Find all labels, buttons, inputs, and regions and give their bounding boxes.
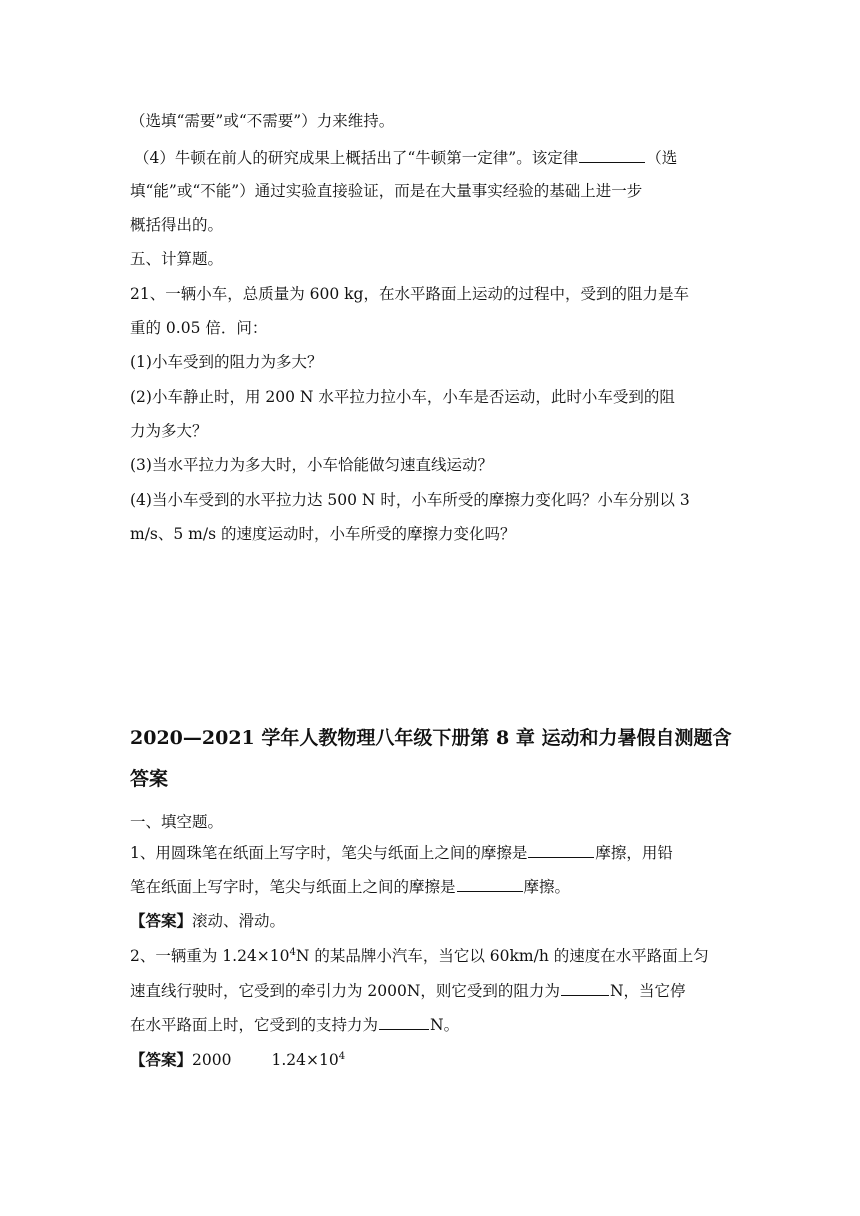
- question-2-line-3: 在水平路面上时，它受到的支持力为 N。: [130, 1016, 460, 1034]
- answer-blank: [561, 980, 609, 996]
- question-1-line-1: 1、用圆珠笔在纸面上写字时，笔尖与纸面上之间的摩擦是 摩擦，用铅: [130, 844, 673, 862]
- question-4-line-3: 概括得出的。: [130, 216, 224, 234]
- question-21-sub-2-line-1: (2)小车静止时，用 200 N 水平拉力拉小车，小车是否运动，此时小车受到的阻: [130, 388, 675, 406]
- answer-blank: [579, 147, 645, 163]
- section-heading-calculation: 五、计算题。: [130, 250, 224, 268]
- text-line: （选填“需要”或“不需要”）力来维持。: [130, 112, 395, 130]
- question-2-line-2: 速直线行驶时，它受到的牵引力为 2000N，则它受到的阻力为 N，当它停: [130, 982, 686, 1000]
- question-21-sub-3: (3)当水平拉力为多大时，小车恰能做匀速直线运动？: [130, 456, 493, 474]
- document-title-line-1: 2020—2021 学年人教物理八年级下册第 8 章 运动和力暑假自测题含: [130, 727, 732, 749]
- question-1-line-2: 笔在纸面上写字时，笔尖与纸面上之间的摩擦是 摩擦。: [130, 878, 571, 896]
- question-21-line-1: 21、一辆小车，总质量为 600 kg，在水平路面上运动的过程中，受到的阻力是车: [130, 285, 689, 303]
- question-21-sub-4-line-1: (4)当小车受到的水平拉力达 500 N 时，小车所受的摩擦力变化吗？小车分别以 3: [130, 491, 690, 509]
- answer-blank: [379, 1014, 429, 1030]
- question-4-line-1: （4）牛顿在前人的研究成果上概括出了“牛顿第一定律”。该定律 （选: [134, 149, 678, 167]
- question-2-line-1: 2、一辆重为 $1.24\times 10^4N$ 的某品牌小汽车，当它以 60km/h 的速度在水平路面上匀: [130, 947, 709, 965]
- answer-blank: [457, 876, 523, 892]
- question-21-line-2: 重的 0.05 倍．问：: [130, 319, 268, 337]
- answer-blank: [528, 842, 594, 858]
- question-4-line-2: 填“能”或“不能”）通过实验直接验证，而是在大量事实经验的基础上进一步: [130, 182, 643, 200]
- question-1-answer: 【答案】滚动、滑动。: [130, 911, 286, 930]
- section-heading-fill-blank: 一、填空题。: [130, 813, 224, 831]
- document-title-line-2: 答案: [130, 768, 169, 790]
- question-21-sub-1: (1)小车受到的阻力为多大？: [130, 353, 323, 371]
- question-21-sub-2-line-2: 力为多大？: [130, 422, 208, 440]
- question-21-sub-4-line-2: m/s、5 m/s 的速度运动时，小车所受的摩擦力变化吗？: [130, 525, 516, 543]
- question-2-answer: 【答案】2000 $1.24\times 10^4$: [130, 1050, 346, 1069]
